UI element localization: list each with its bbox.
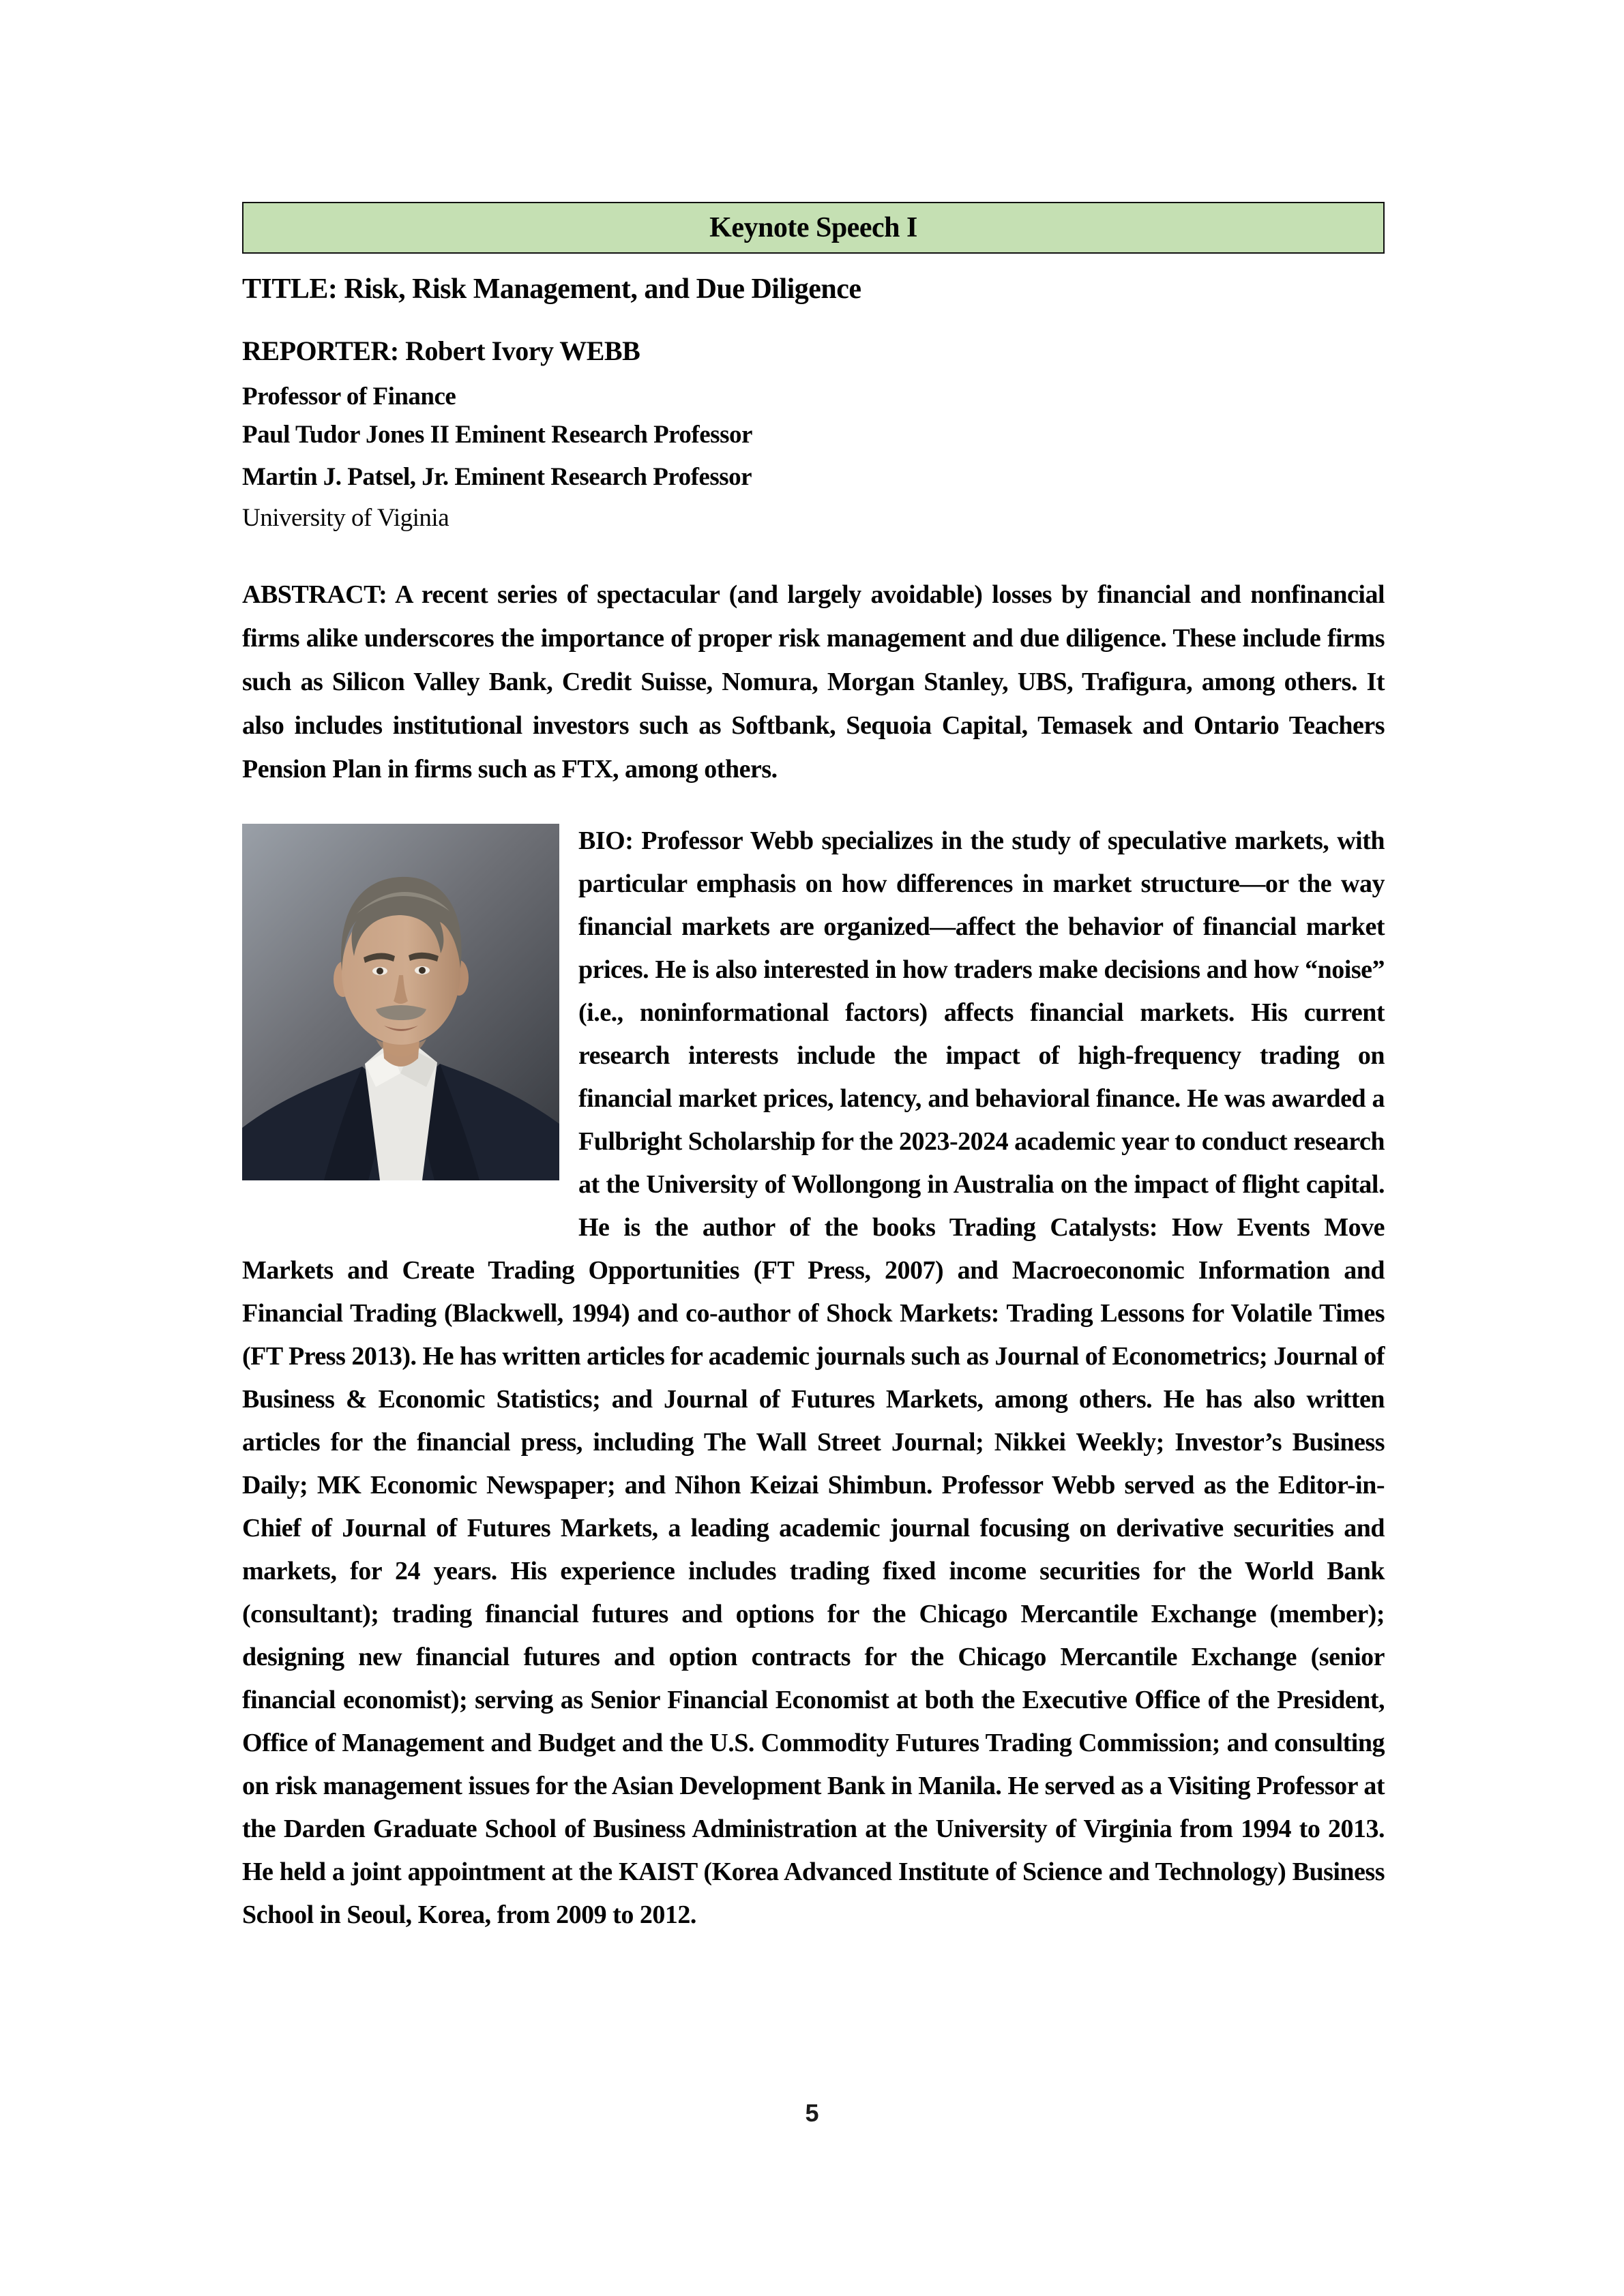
section-header-bar xyxy=(242,202,1385,254)
bio-paragraph: BIO: Professor Webb specializes in the study of speculative markets, with particular emphasis on how differences in market structure—or the way financial markets are organized—affect the behavior of financial market prices. He is also interested in how traders make decisions and how “noise” (i.e., noninformational factors) affects financial markets. His current research interests include the impact of high-frequency trading on financial market prices, latency, and behavioral finance. He was awarded a Fulbright Scholarship for the 2023-2024 academic year to conduct research at the University of Wollongong in Australia on the impact of flight capital. He is the author of the books Trading Catalysts: How Events Move Markets and Create Trading Opportunities (FT Press, 2007) and Macroeconomic Information and Financial Trading (Blackwell, 1994) and co-author of Shock Markets: Trading Lessons for Volatile Times (FT Press 2013). He has written articles for academic journals such as Journal of Econometrics; Journal of Business & Economic Statistics; and Journal of Futures Markets, among others. He has also written articles for the financial press, including The Wall Street Journal; Nikkei Weekly; Investor’s Business Daily; MK Economic Newspaper; and Nihon Keizai Shimbun. Professor Webb served as the Editor-in-Chief of Journal of Futures Markets, a leading academic journal focusing on derivative securities and markets, for 24 years. His experience includes trading fixed income securities for the World Bank (consultant); trading financial futures and options for the Chicago Mercantile Exchange (member); designing new financial futures and option contracts for the Chicago Mercantile Exchange (senior financial economist); serving as Senior Financial Economist at both the Executive Office of the President, Office of Management and Budget and the U.S. Commodity Futures Trading Commission; and consulting on risk management issues for the Asian Development Bank in Manila. He served as a Visiting Professor at the Darden Graduate School of Business Administration at the University of Virginia from 1994 to 2013. He held a joint appointment at the KAIST (Korea Advanced Institute of Science and Technology) Business School in Seoul, Korea, from 2009 to 2012. xyxy=(242,826,1385,1929)
bio-section xyxy=(242,820,1385,1937)
speaker-photo xyxy=(242,824,559,1180)
page-content xyxy=(242,202,1385,1937)
talk-title: TITLE: Risk, Risk Management, and Due Diligence xyxy=(242,273,861,305)
affiliation-line-3: Martin J. Patsel, Jr. Eminent Research Professor xyxy=(242,463,752,491)
section-header-label: Keynote Speech I xyxy=(709,212,917,243)
reporter-line: REPORTER: Robert Ivory WEBB xyxy=(242,336,640,366)
abstract-paragraph: ABSTRACT: A recent series of spectacular (and largely avoidable) losses by financial and nonfinancial firms alike underscores the importance of proper risk management and due diligence. These include firms such as Silicon Valley Bank, Credit Suisse, Nomura, Morgan Stanley, UBS, Trafigura, among others. It also includes institutional investors such as Softbank, Sequoia Capital, Temasek and Ontario Teachers Pension Plan in firms such as FTX, among others. xyxy=(242,580,1385,784)
page-number: 5 xyxy=(805,2099,819,2127)
affiliation-line-2: Paul Tudor Jones II Eminent Research Professor xyxy=(242,421,752,449)
affiliation-line-4: University of Viginia xyxy=(242,504,449,532)
affiliation-line-1: Professor of Finance xyxy=(242,383,456,411)
